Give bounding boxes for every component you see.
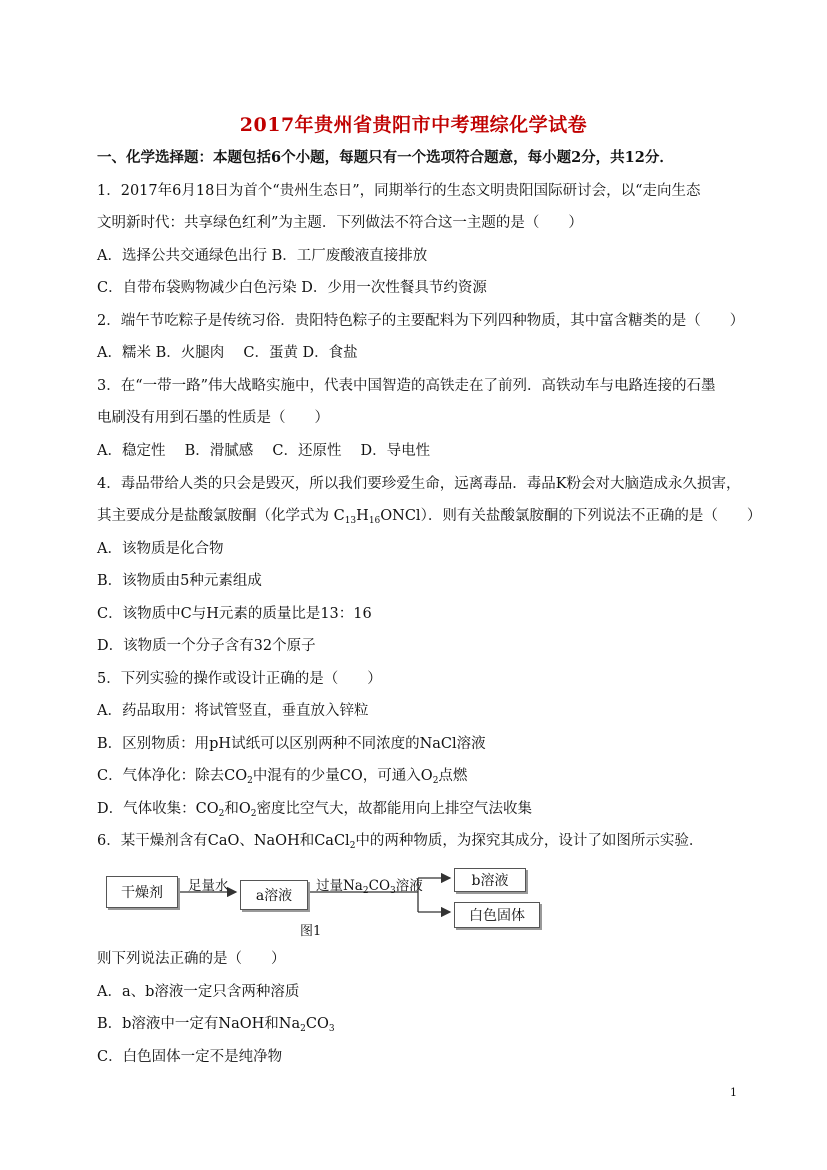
flow-box-solution-b: b溶液 <box>454 868 526 892</box>
question-5-line-1: 5．下列实验的操作或设计正确的是（ ） <box>97 671 382 687</box>
question-4-option-c: C．该物质中C与H元素的质量比是13：16 <box>97 606 372 622</box>
question-2-line-1: 2．端午节吃粽子是传统习俗．贵阳特色粽子的主要配料为下列四种物质，其中富含糖类的是（ ） <box>97 313 745 329</box>
flow-label-water: 足量水 <box>188 878 229 894</box>
question-6-option-b: B．b溶液中一定有NaOH和$Na_2CO_3$ <box>97 1016 335 1034</box>
question-5-option-b: B．区别物质：用pH试纸可以区别两种不同浓度的NaCl溶液 <box>97 736 486 752</box>
question-1-options-ab: A．选择公共交通绿色出行 B．工厂废酸液直接排放 <box>97 248 428 264</box>
question-2-options: A．糯米 B．火腿肉 C．蛋黄 D．食盐 <box>97 345 358 361</box>
question-3-line-2: 电刷没有用到石墨的性质是（ ） <box>97 410 329 426</box>
question-1-line-1: 1．2017年6月18日为首个“贵州生态日”，同期举行的生态文明贵阳国际研讨会，以“走向生态 <box>97 183 701 199</box>
experiment-flow-diagram <box>100 868 540 940</box>
question-6-option-a: A．a、b溶液一定只含两种溶质 <box>97 984 300 1000</box>
question-3-line-1: 3．在“一带一路”伟大战略实施中，代表中国智造的高铁走在了前列．高铁动车与电路连接的石墨 <box>97 378 716 394</box>
flow-label-na2co3: 过量$Na_2CO_3$溶液 <box>316 878 423 896</box>
question-5-option-c: C．气体净化：除去$CO_2$中混有的少量CO，可通入$O_2$点燃 <box>97 768 468 786</box>
question-6-line-1: 6．某干燥剂含有CaO、NaOH和CaCl$_2$中的两种物质，为探究其成分，设计了如图所示实验． <box>97 833 704 851</box>
section-heading: 一、化学选择题：本题包括6个小题，每题只有一个选项符合题意，每小题2分，共12分． <box>97 149 674 166</box>
page-number: 1 <box>730 1086 737 1099</box>
question-4-option-b: B．该物质由5种元素组成 <box>97 573 262 589</box>
page-title: 2017年贵州省贵阳市中考理综化学试卷 <box>239 114 588 136</box>
question-3-options: A．稳定性 B．滑腻感 C．还原性 D．导电性 <box>97 443 431 459</box>
question-4-line-2: 其主要成分是盐酸氯胺酮（化学式为 $C_{13}H_{16}ONCl$）．则有关盐酸氯胺酮的下列说法不正确的是（ ） <box>97 508 762 526</box>
question-5-option-a: A．药品取用：将试管竖直，垂直放入锌粒 <box>97 703 369 719</box>
flow-box-solution-a: a溶液 <box>240 880 308 910</box>
question-4-option-a: A．该物质是化合物 <box>97 541 224 557</box>
question-5-option-d: D．气体收集：$CO_2$和$O_2$密度比空气大，故都能用向上排空气法收集 <box>97 801 532 819</box>
question-4-line-1: 4．毒品带给人类的只会是毁灭，所以我们要珍爱生命，远离毒品．毒品K粉会对大脑造成永久损害， <box>97 476 741 492</box>
flow-box-desiccant: 干燥剂 <box>106 876 178 908</box>
question-6-option-c: C．白色固体一定不是纯净物 <box>97 1049 283 1065</box>
question-1-line-2: 文明新时代：共享绿色红利”为主题．下列做法不符合这一主题的是（ ） <box>97 215 583 231</box>
figure-caption: 图1 <box>300 924 322 939</box>
question-4-option-d: D．该物质一个分子含有32个原子 <box>97 638 316 654</box>
question-1-options-cd: C．自带布袋购物减少白色污染 D．少用一次性餐具节约资源 <box>97 280 487 296</box>
question-6-line-2: 则下列说法正确的是（ ） <box>97 951 286 967</box>
flow-box-white-solid: 白色固体 <box>454 902 540 928</box>
